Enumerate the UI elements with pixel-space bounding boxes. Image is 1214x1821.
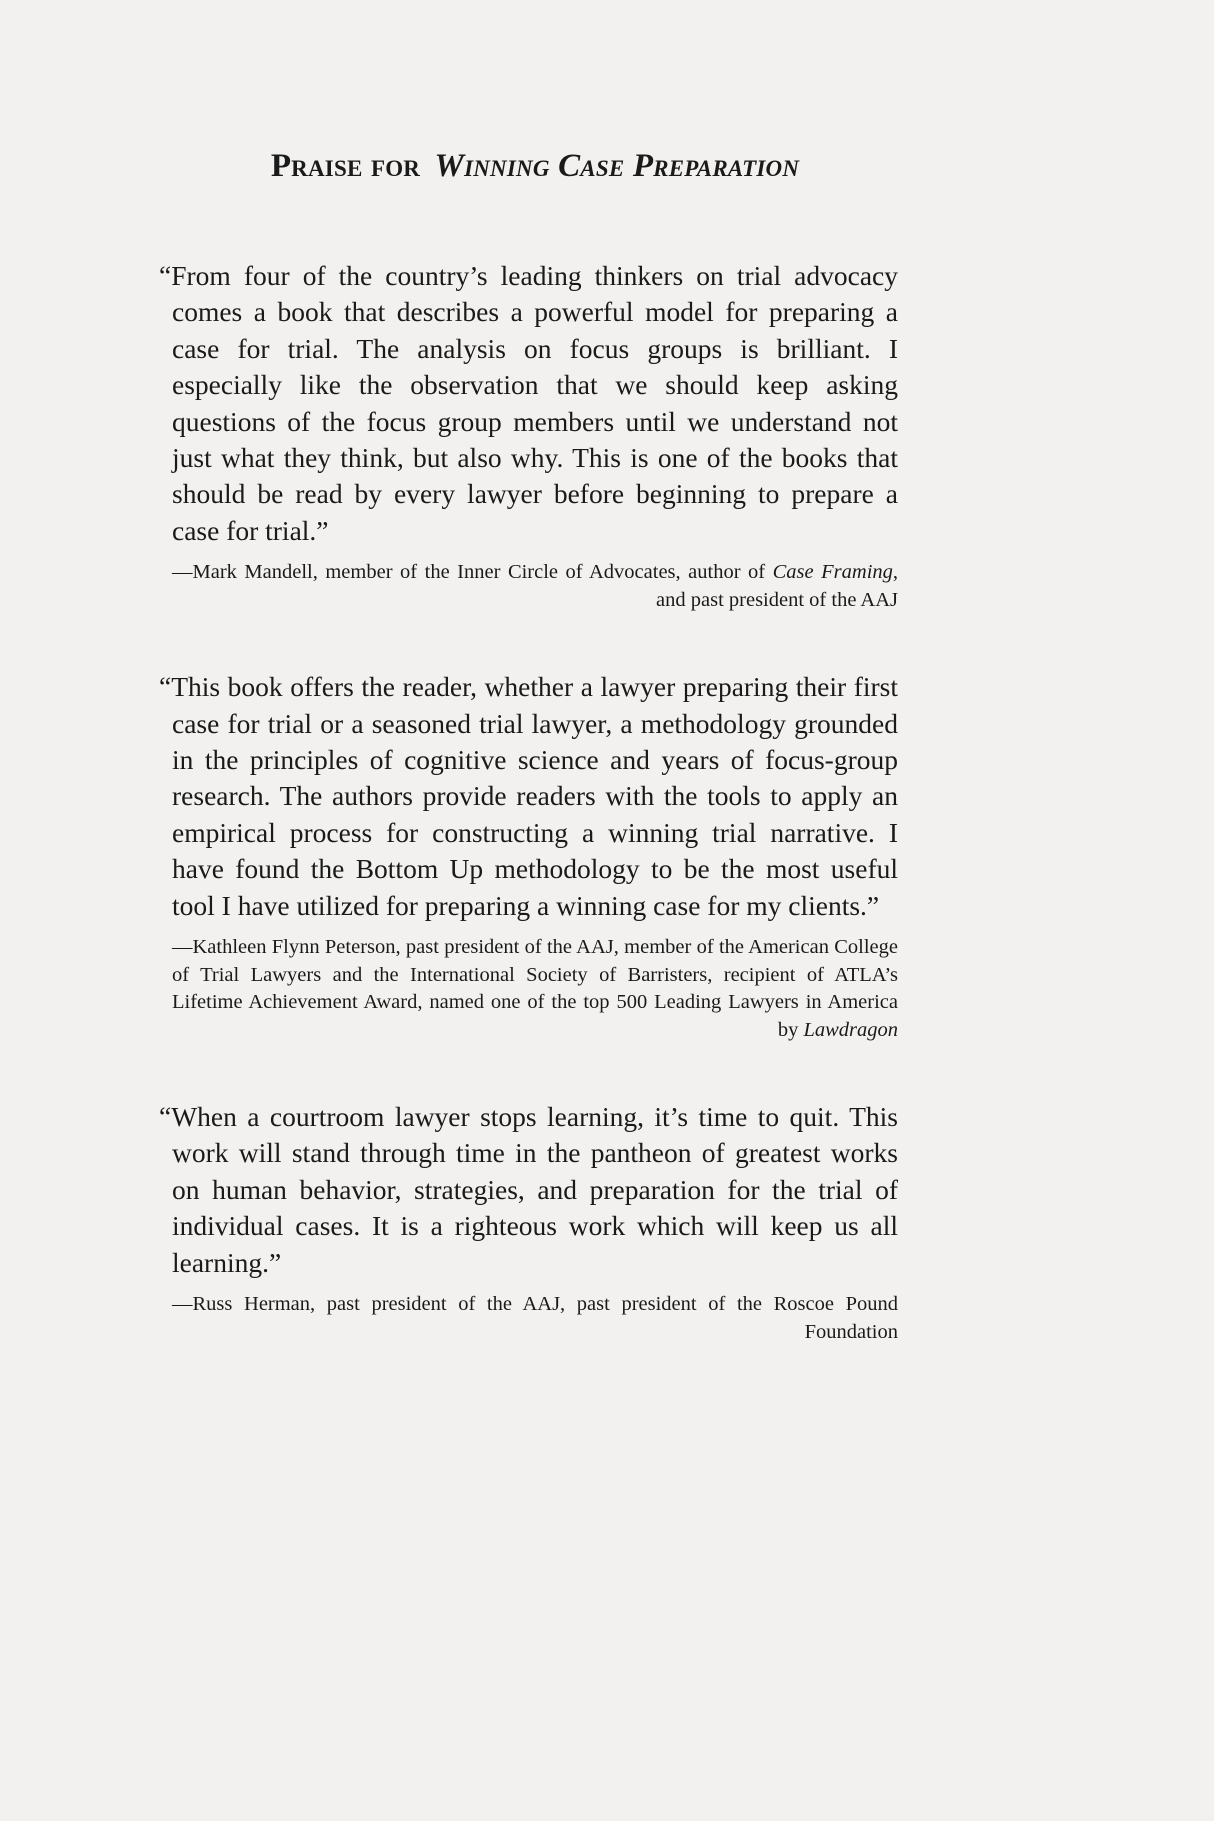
testimonial-quote: “When a courtroom lawyer stops learning, it’s time to quit. This work will stand through time in the pantheon of greatest works on human behavior, strategies, and preparation for the trial of individual cases. It is a righteous work which will keep us all learning.” [159, 1101, 898, 1278]
testimonial-block [159, 669, 898, 1044]
page-title-book-name: Winning Case Preparation [434, 148, 800, 184]
attribution-work-title: Case Framing [772, 561, 893, 584]
testimonial-attribution [172, 559, 898, 614]
page-content-column [159, 0, 899, 1346]
testimonial-attribution [172, 1291, 898, 1346]
attribution-text-tail: , and past president of the AAJ [656, 561, 899, 611]
page-title [172, 0, 898, 186]
attribution-work-title: Lawdragon [803, 1018, 898, 1041]
attribution-text: —Russ Herman, past president of the AAJ, past president of the Roscoe Pound Foundation [172, 1293, 898, 1343]
testimonial-quote: “From four of the country’s leading thinkers on trial advocacy comes a book that describes a powerful model for preparing a case for trial. The analysis on focus groups is brilliant. I especially like the observation that we should keep asking questions of the focus group members until we understand not just what they think, but also why. This is one of the books that should be read by every lawyer before beginning to prepare a case for trial.” [159, 259, 898, 546]
attribution-text: —Mark Mandell, member of the Inner Circle of Advocates, author of [172, 561, 773, 584]
testimonial-block [159, 1099, 898, 1346]
testimonial-attribution [172, 934, 898, 1044]
attribution-text: —Kathleen Flynn Peterson, past president of the AAJ, member of the American College of Trial Lawyers and the International Society of Barristers, recipient of ATLA’s Lifetime Achievement Award, named one of the top 500 Leading Lawyers in America by [172, 936, 898, 1041]
testimonial-block [159, 258, 899, 614]
testimonial-quote: “This book offers the reader, whether a lawyer preparing their first case for trial or a seasoned trial lawyer, a methodology grounded in the principles of cognitive science and years of focus-group research. The authors provide readers with the tools to apply an empirical process for constructing a winning trial narrative. I have found the Bottom Up methodology to be the most useful tool I have utilized for preparing a winning case for my clients.” [159, 671, 898, 921]
page-title-prefix: Praise for [270, 148, 429, 184]
